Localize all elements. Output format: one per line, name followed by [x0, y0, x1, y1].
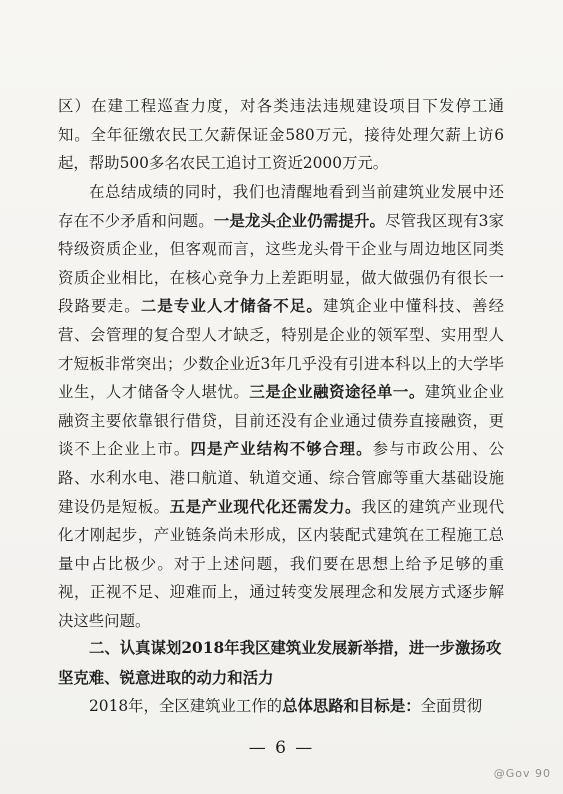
problem-5-text: 我区的建筑产业现代化才刚起步，产业链条尚未形成，区内装配式建筑在工程施工总量中占比极少。对于上述问题，我们要在思想上给予足够的重视，正视不足、迎难而上，通过转变发展理念和发展方式逐步解决这些问题。	[58, 497, 504, 630]
problem-3-heading: 三是企业融资途径单一。	[249, 383, 425, 402]
watermark: @Gov 90	[493, 767, 551, 780]
problems-intro: 在总结成绩的同时，我们也清醒地看到当前建筑业发展中还存在不少矛盾和问题。	[58, 183, 504, 230]
paragraph-problems	[58, 178, 504, 636]
plan-goal-heading: 总体思路和目标是：	[282, 697, 421, 715]
problem-2-heading: 二是专业人才储备不足。	[140, 297, 323, 316]
paragraph-continuation: 区）在建工程巡查力度，对各类违法违规建设项目下发停工通知。全年征缴农民工欠薪保证金580万元，接待处理欠薪上访6起，帮助500多名农民工追讨工资近2000万元。	[58, 97, 504, 173]
plan-intro: 2018年，全区建筑业工作的	[89, 697, 283, 715]
section-heading: 二、认真谋划2018年我区建筑业发展新举措，进一步激扬攻坚克难、锐意进取的动力和活力	[58, 639, 502, 687]
problem-4-heading: 四是产业结构不够合理。	[190, 440, 373, 459]
problem-5-heading: 五是产业现代化还需发力。	[169, 497, 362, 516]
problem-4-text: 参与市政公用、公路、水利水电、港口航道、轨道交通、综合管廊等重大基础设施建设仍是短板。	[58, 440, 504, 516]
problem-2-text: 建筑企业中懂科技、善经营、会管理的复合型人才缺乏，特别是企业的领军型、实用型人才短板非常突出；少数企业近3年几乎没有引进本科以上的大学毕业生，人才储备令人堪忧。	[58, 297, 504, 402]
problem-1-heading: 一是龙头企业仍需提升。	[213, 211, 386, 230]
page-number: — 6 —	[248, 738, 315, 758]
paragraph-2018-plan	[58, 692, 504, 721]
plan-text: 全面贯彻	[420, 697, 483, 715]
problem-3-text: 建筑业企业融资主要依靠银行借贷，目前还没有企业通过债券直接融资，更谈不上企业上市。	[58, 383, 504, 459]
problem-1-text: 尽管我区现有3家特级资质企业，但客观而言，这些龙头骨干企业与周边地区同类资质企业相比，在核心竞争力上差距明显，做大做强仍有很长一段路要走。	[58, 211, 504, 316]
